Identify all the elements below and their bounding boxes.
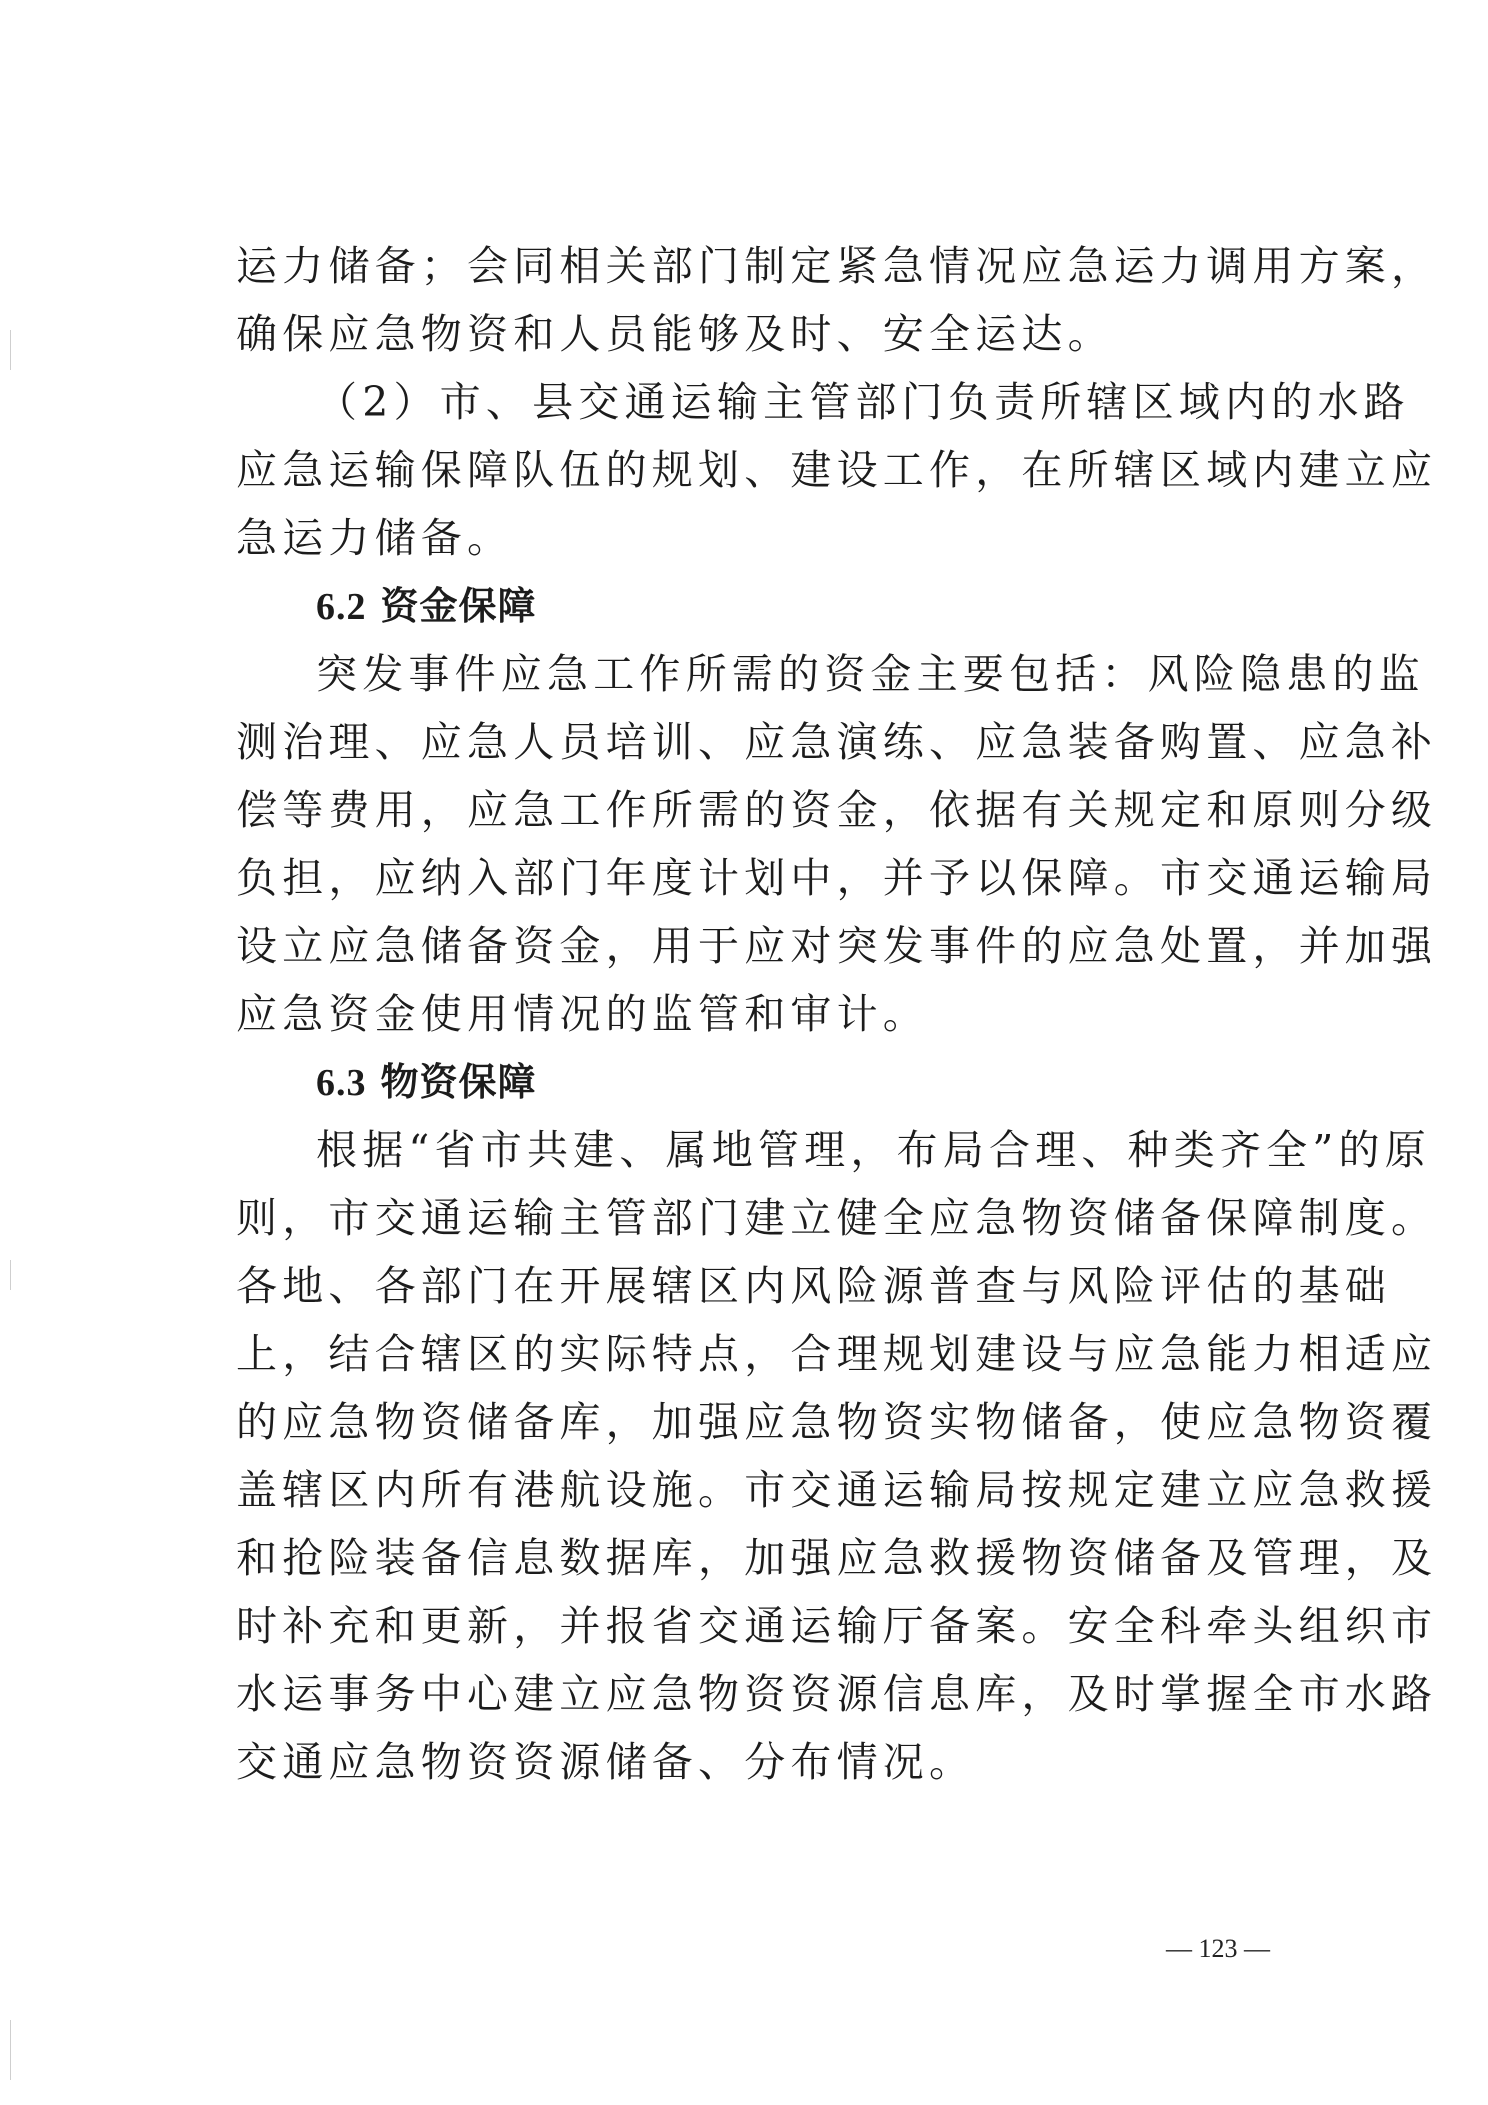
body-text-line: 测治理、应急人员培训、应急演练、应急装备购置、应急补 bbox=[236, 718, 1438, 766]
body-text-line: 确保应急物资和人员能够及时、安全运达。 bbox=[236, 310, 1114, 358]
body-text-line: 偿等费用，应急工作所需的资金，依据有关规定和原则分级 bbox=[236, 786, 1438, 834]
scan-edge-mark bbox=[10, 1260, 11, 1290]
body-text-line: 时补充和更新，并报省交通运输厅备案。安全科牵头组织市 bbox=[236, 1602, 1438, 1650]
body-text-line: 突发事件应急工作所需的资金主要包括：风险隐患的监 bbox=[316, 650, 1425, 698]
body-text-line: 则，市交通运输主管部门建立健全应急物资储备保障制度。 bbox=[236, 1194, 1438, 1242]
body-text-line: 的应急物资储备库，加强应急物资实物储备，使应急物资覆 bbox=[236, 1398, 1438, 1446]
body-text-line: 交通应急物资资源储备、分布情况。 bbox=[236, 1738, 976, 1786]
body-text-line: 水运事务中心建立应急物资资源信息库，及时掌握全市水路 bbox=[236, 1670, 1438, 1718]
body-text-line: 运力储备；会同相关部门制定紧急情况应急运力调用方案， bbox=[236, 242, 1438, 290]
section-heading-6-2 bbox=[236, 572, 1266, 640]
body-text-line: 上，结合辖区的实际特点，合理规划建设与应急能力相适应 bbox=[236, 1330, 1438, 1378]
body-text-line: 根据“省市共建、属地管理，布局合理、种类齐全”的原 bbox=[316, 1126, 1431, 1174]
document-body bbox=[236, 232, 1438, 1796]
page-number: — 123 — bbox=[1166, 1934, 1270, 1963]
section-heading-6-3 bbox=[236, 1048, 1266, 1116]
section-title: 物资保障 bbox=[380, 1060, 537, 1104]
body-text-line: 急运力储备。 bbox=[236, 514, 514, 562]
body-text-line: 应急运输保障队伍的规划、建设工作，在所辖区域内建立应 bbox=[236, 446, 1438, 494]
body-text-line: 设立应急储备资金，用于应对突发事件的应急处置，并加强 bbox=[236, 922, 1438, 970]
section-title: 资金保障 bbox=[380, 584, 537, 628]
section-number: 6.3 bbox=[316, 1062, 367, 1104]
scan-edge-mark bbox=[10, 2020, 11, 2080]
scan-edge-mark bbox=[10, 330, 11, 370]
body-text-line: 和抢险装备信息数据库，加强应急救援物资储备及管理，及 bbox=[236, 1534, 1438, 1582]
section-number: 6.2 bbox=[316, 586, 367, 628]
body-text-line: 盖辖区内所有港航设施。市交通运输局按规定建立应急救援 bbox=[236, 1466, 1438, 1514]
body-text-line: （2）市、县交通运输主管部门负责所辖区域内的水路 bbox=[316, 378, 1410, 426]
body-text-line: 各地、各部门在开展辖区内风险源普查与风险评估的基础 bbox=[236, 1262, 1391, 1310]
body-text-line: 应急资金使用情况的监管和审计。 bbox=[236, 990, 929, 1038]
body-text-line: 负担，应纳入部门年度计划中，并予以保障。市交通运输局 bbox=[236, 854, 1438, 902]
